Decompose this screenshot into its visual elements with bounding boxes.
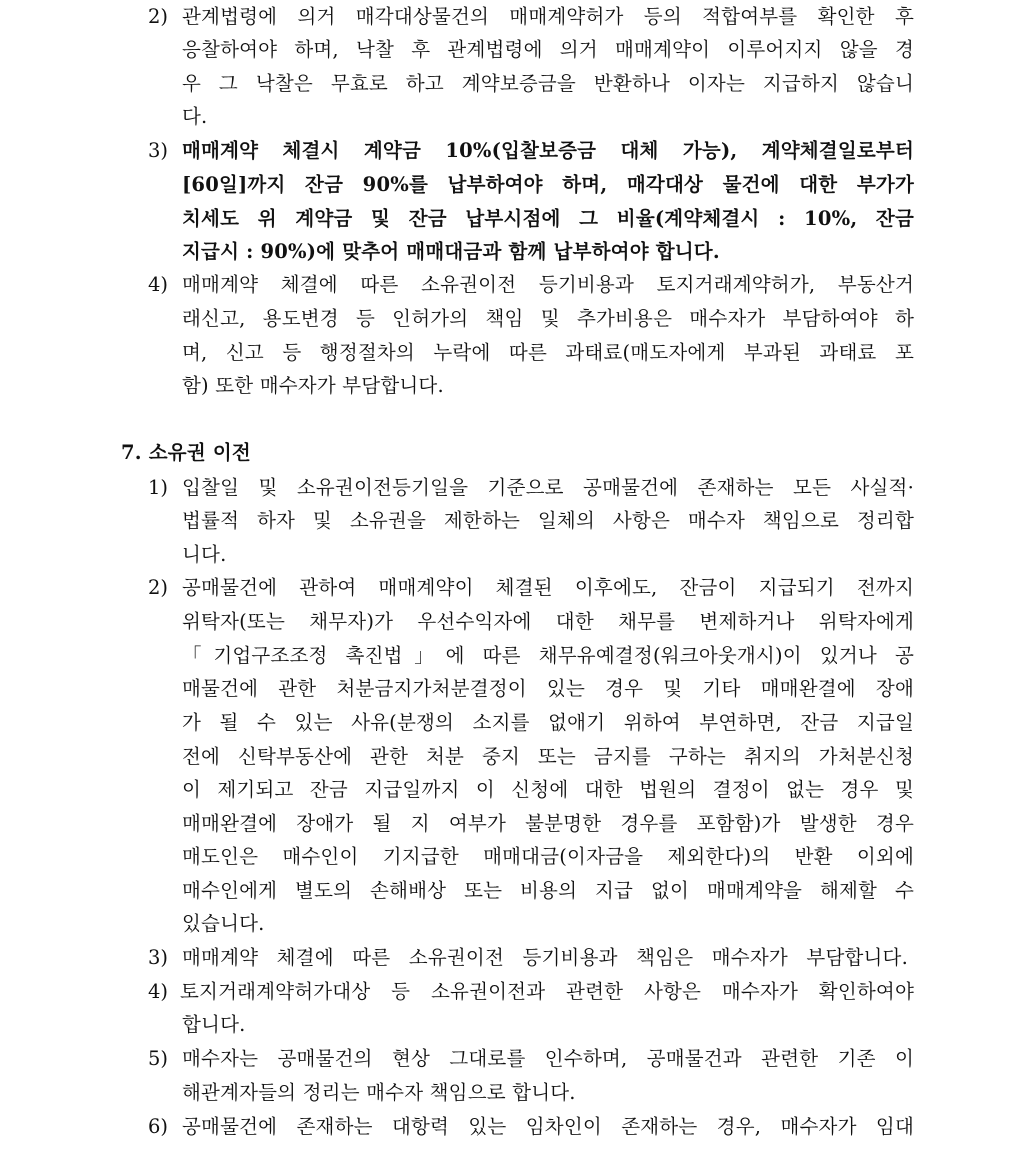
item-text-line: [60일]까지 잔금 90%를 납부하여야 하며, 매각대상 물건에 대한 부가가 xyxy=(182,173,914,196)
item-number: 3) xyxy=(148,946,169,969)
item-number: 5) xyxy=(148,1047,169,1070)
item-number: 4) xyxy=(148,980,169,1003)
item-text-line: 관계법령에 의거 매각대상물건의 매매계약허가 등의 적합여부를 확인한 후 xyxy=(182,5,914,28)
item-text-line: 공매물건에 관하여 매매계약이 체결된 이후에도, 잔금이 지급되기 전까지 xyxy=(182,576,914,599)
item-text-line: 래신고, 용도변경 등 인허가의 책임 및 추가비용은 매수자가 부담하여야 하 xyxy=(182,307,914,330)
item-text-line: 매매완결에 장애가 될 지 여부가 불분명한 경우를 포함함)가 발생한 경우 xyxy=(182,812,914,835)
item-number: 4) xyxy=(148,273,169,296)
item-number: 2) xyxy=(148,5,169,28)
item-text-line: 매매계약 체결에 따른 소유권이전 등기비용과 토지거래계약허가, 부동산거 xyxy=(182,273,914,296)
item-text-line: 함) 또한 매수자가 부담합니다. xyxy=(182,374,444,397)
section-heading: 7. 소유권 이전 xyxy=(121,441,251,464)
item-text-line: 이 제기되고 잔금 지급일까지 이 신청에 대한 법원의 결정이 없는 경우 및 xyxy=(182,778,914,801)
item-text-line: 매수자는 공매물건의 현상 그대로를 인수하며, 공매물건과 관련한 기존 이 xyxy=(182,1047,914,1070)
item-text-line: 매수인에게 별도의 손해배상 또는 비용의 지급 없이 매매계약을 해제할 수 xyxy=(182,879,914,902)
item-text-line: 「기업구조조정 촉진법」에 따른 채무유예결정(워크아웃개시)이 있거나 공 xyxy=(182,644,914,667)
item-text-line: 우 그 낙찰은 무효로 하고 계약보증금을 반환하나 이자는 지급하지 않습니 xyxy=(182,72,914,95)
item-text-line: 매물건에 관한 처분금지가처분결정이 있는 경우 및 기타 매매완결에 장애 xyxy=(182,677,914,700)
item-text-line: 있습니다. xyxy=(182,912,265,935)
item-text-line: 해관계자들의 정리는 매수자 책임으로 합니다. xyxy=(182,1081,576,1104)
item-text-line: 응찰하여야 하며, 낙찰 후 관계법령에 의거 매매계약이 이루어지지 않을 경 xyxy=(182,38,914,61)
item-text-line: 매매계약 체결시 계약금 10%(입찰보증금 대체 가능), 계약체결일로부터 xyxy=(182,139,914,162)
item-number: 2) xyxy=(148,576,169,599)
item-text-line: 매도인은 매수인이 기지급한 매매대금(이자금을 제외한다)의 반환 이외에 xyxy=(182,845,914,868)
item-text-line: 합니다. xyxy=(182,1013,246,1036)
item-text-line: 공매물건에 존재하는 대항력 있는 임차인이 존재하는 경우, 매수자가 임대 xyxy=(182,1115,914,1138)
item-number: 6) xyxy=(148,1115,169,1138)
item-text-line: 며, 신고 등 행정절차의 누락에 따른 과태료(매도자에게 부과된 과태료 포 xyxy=(182,341,914,364)
item-text-line: 가 될 수 있는 사유(분쟁의 소지를 없애기 위하여 부연하면, 잔금 지급일 xyxy=(182,711,914,734)
item-text-line: 치세도 위 계약금 및 잔금 납부시점에 그 비율(계약체결시 : 10%, 잔금 xyxy=(182,207,914,230)
item-text-line: 토지거래계약허가대상 등 소유권이전과 관련한 사항은 매수자가 확인하여야 xyxy=(180,980,914,1003)
item-number: 3) xyxy=(148,139,169,162)
item-text-line: 니다. xyxy=(182,543,227,566)
item-text-line: 전에 신탁부동산에 관한 처분 중지 또는 금지를 구하는 취지의 가처분신청 xyxy=(182,745,914,768)
item-text-line: 법률적 하자 및 소유권을 제한하는 일체의 사항은 매수자 책임으로 정리합 xyxy=(182,509,914,532)
item-text-line: 매매계약 체결에 따른 소유권이전 등기비용과 책임은 매수자가 부담합니다. xyxy=(182,946,908,969)
item-text-line: 지급시 : 90%)에 맞추어 매매대금과 함께 납부하여야 합니다. xyxy=(182,240,720,263)
item-text-line: 다. xyxy=(182,105,208,128)
item-number: 1) xyxy=(148,476,169,499)
item-text-line: 위탁자(또는 채무자)가 우선수익자에 대한 채무를 변제하거나 위탁자에게 xyxy=(182,610,914,633)
item-text-line: 입찰일 및 소유권이전등기일을 기준으로 공매물건에 존재하는 모든 사실적· xyxy=(182,476,914,499)
